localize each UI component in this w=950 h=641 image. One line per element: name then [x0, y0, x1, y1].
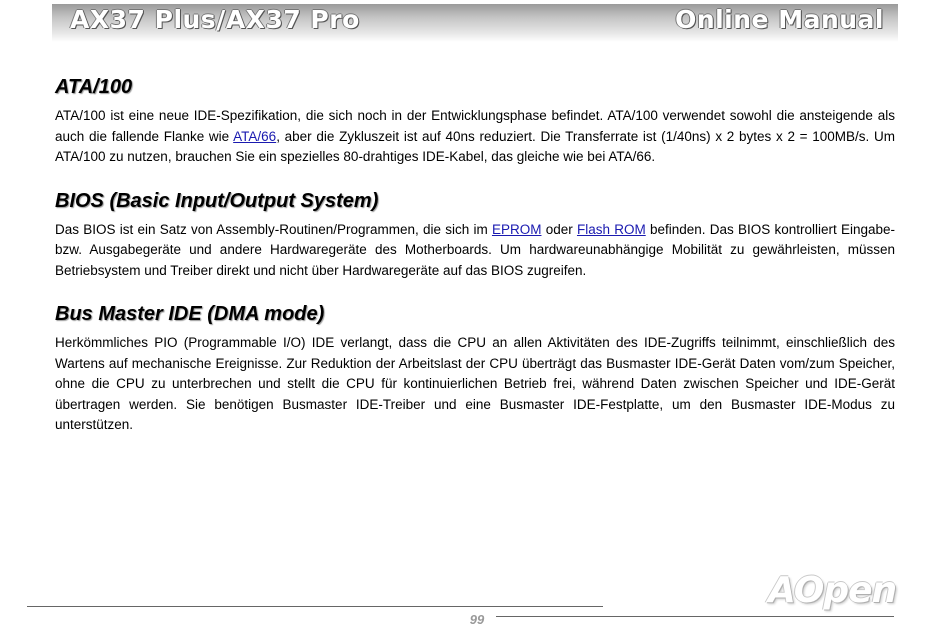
body-text: oder — [541, 221, 577, 237]
body-text: befinden. Das BIOS kontrolliert Eingabe- bzw. Ausgabegeräte und andere Hardwaregeräte des Motherboards. Um hardwareunabhängige Mobilität zu gewährleisten, müssen Betriebsystem und Treiber direkt und nicht über Hardwaregeräte auf das BIOS zugreifen. — [55, 221, 895, 278]
section-title-bus-master-ide: Bus Master IDE (DMA mode) — [55, 303, 325, 325]
footer-divider-right — [496, 616, 894, 617]
body-text: ATA/100 ist eine neue IDE-Spezifikation, die sich noch in der Entwicklungsphase befindet. ATA/100 verwendet sowohl die ansteigende als auch die fallende Flanke wie — [55, 108, 895, 144]
manual-product-title: AX37 Plus/AX37 Pro — [70, 5, 360, 34]
page-number: 99 — [469, 612, 485, 627]
section-bus-master-ide — [55, 303, 895, 436]
aopen-logo: AOpen — [768, 570, 897, 611]
body-text: , aber die Zykluszeit ist auf 40ns reduziert. Die Transferrate ist (1/40ns) x 2 bytes x 2 = 100MB/s. Um ATA/100 zu nutzen, brauchen Sie ein spezielles 80-drahtiges IDE-Kabel, das gleiche wie bei ATA/66. — [55, 128, 895, 164]
section-ata100 — [55, 76, 895, 168]
section-title-bios: BIOS (Basic Input/Output System) — [55, 189, 379, 212]
link-eprom[interactable]: EPROM — [491, 221, 542, 237]
link-flash-rom[interactable]: Flash ROM — [576, 221, 646, 237]
link-ata66[interactable]: ATA/66 — [233, 128, 277, 144]
section-title-ata100: ATA/100 — [55, 76, 133, 98]
manual-type-title: Online Manual — [675, 5, 884, 34]
section-body-bus-master-ide: Herkömmliches PIO (Programmable I/O) IDE verlangt, dass die CPU an allen Aktivitäten des IDE-Zugriffs teilnimmt, einschließlich des Wartens auf mechanische Ereignisse. Zur Reduktion der Arbeitslast der CPU überträgt das Busmaster IDE-Gerät Daten vom/zum Speicher, ohne die CPU zu unterbrechen und stellt die CPU für kontinuierlichen Betrieb frei, während Daten zwischen Speicher und IDE-Gerät übertragen werden. Sie benötigen Busmaster IDE-Treiber und eine Busmaster IDE-Festplatte, um den Busmaster IDE-Modus zu unterstützen. — [55, 335, 895, 432]
section-body-ata100 — [55, 106, 895, 168]
section-bios — [55, 190, 895, 282]
section-body-bios — [55, 220, 895, 282]
glossary-content — [55, 76, 895, 436]
footer-divider-left — [27, 606, 603, 607]
body-text: Das BIOS ist ein Satz von Assembly-Routinen/Programmen, die sich im — [55, 221, 492, 237]
